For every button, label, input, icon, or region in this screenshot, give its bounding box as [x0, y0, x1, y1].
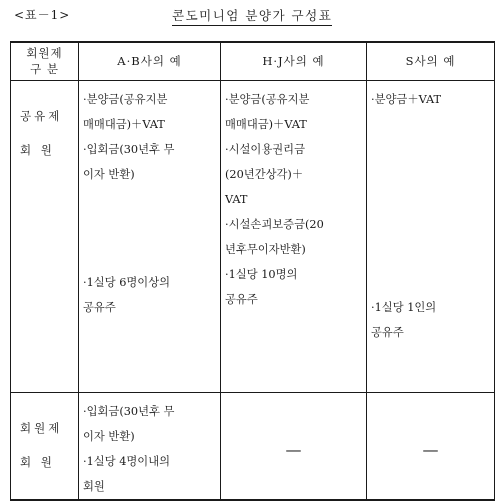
table-row-shared-membership [11, 80, 495, 392]
row-category-shared: 공유제 회 원 [11, 80, 79, 392]
text-line: 공유주 [225, 292, 258, 306]
text-line: VAT [225, 192, 248, 206]
text-line: ·시설손괴보증금(20 [225, 217, 324, 231]
text-line: ·분양금(공유지분 [225, 92, 310, 106]
text-line: ·분양금＋VAT [371, 92, 442, 106]
header-category-line1: 회원제 [26, 46, 63, 61]
row-category-membership: 회원제 회 원 [11, 392, 79, 500]
header-s-company: S사의 예 [367, 42, 495, 80]
cell-membership-ab [79, 392, 221, 500]
text-line: ·입회금(30년후 무 [83, 404, 175, 418]
text-line: ·분양금(공유지분 [83, 92, 168, 106]
text-line: 공유주 [371, 325, 404, 339]
text-line: 이자 반환) [83, 429, 135, 443]
empty-dash: — [422, 439, 439, 459]
text-line: 매매대금)＋VAT [83, 117, 165, 131]
text-line: 매매대금)＋VAT [225, 117, 307, 131]
text-line: ·시설이용권리금 [225, 142, 305, 156]
text-line: ·1실당 1인의 [371, 300, 437, 314]
text-line: 년후무이자반환) [225, 242, 306, 256]
cell-shared-ab [79, 80, 221, 392]
table-row-membership [11, 392, 495, 500]
text-line: (20년간상각)＋ [225, 167, 304, 181]
header-category-line2: 구 분 [30, 62, 59, 77]
text-line: 공유주 [83, 300, 116, 314]
price-composition-table [10, 41, 495, 501]
cell-membership-s [367, 392, 495, 500]
text-line: 회원 [83, 479, 105, 493]
text-line: ·1실당 4명이내의 [83, 454, 171, 468]
table-number-label: <표－1> [14, 8, 71, 22]
document-title: 콘도미니엄 분양가 구성표 [172, 6, 332, 26]
header-hj-company: H·J사의 예 [221, 42, 367, 80]
cell-shared-s [367, 80, 495, 392]
cell-membership-hj [221, 392, 367, 500]
header-category [11, 42, 79, 80]
text-line: ·1실당 6명이상의 [83, 275, 171, 289]
cell-shared-hj [221, 80, 367, 392]
text-line: 이자 반환) [83, 167, 135, 181]
text-line: ·1실당 10명의 [225, 267, 298, 281]
empty-dash: — [285, 439, 302, 459]
header-ab-company: A·B사의 예 [79, 42, 221, 80]
text-line: ·입회금(30년후 무 [83, 142, 175, 156]
